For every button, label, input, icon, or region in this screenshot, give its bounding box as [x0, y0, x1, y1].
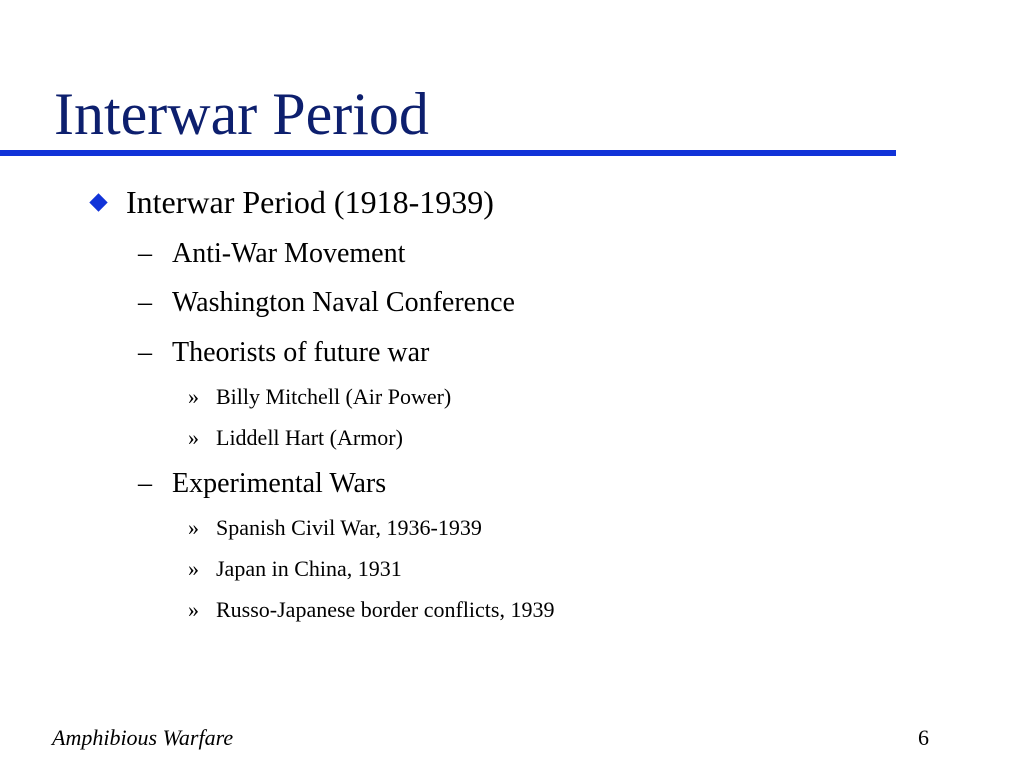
- dash-bullet-marker: –: [138, 337, 152, 368]
- bullet-text: Anti-War Movement: [172, 238, 406, 269]
- chevron-bullet-marker: »: [188, 597, 199, 622]
- chevron-bullet-marker: »: [188, 556, 199, 581]
- title-divider: [0, 150, 896, 156]
- bullet-text: Washington Naval Conference: [172, 287, 515, 318]
- chevron-bullet-marker: »: [188, 425, 199, 450]
- bullet-text: Interwar Period (1918-1939): [126, 184, 494, 220]
- bullet-text: Experimental Wars: [172, 468, 387, 499]
- footer-presentation-title: Amphibious Warfare: [52, 725, 234, 750]
- bullet-text: Spanish Civil War, 1936-1939: [216, 515, 482, 540]
- diamond-bullet-icon: [89, 193, 107, 211]
- bullet-text: Liddell Hart (Armor): [216, 425, 403, 450]
- dash-bullet-marker: –: [138, 468, 152, 499]
- dash-bullet-marker: –: [138, 238, 152, 269]
- bullet-text: Theorists of future war: [172, 337, 430, 368]
- chevron-bullet-marker: »: [188, 515, 199, 540]
- dash-bullet-marker: –: [138, 287, 152, 318]
- bullet-text: Japan in China, 1931: [216, 556, 402, 581]
- slide-title: Interwar Period: [54, 81, 429, 147]
- slide-number: 6: [918, 725, 929, 750]
- bullet-text: Russo-Japanese border conflicts, 1939: [216, 597, 555, 622]
- chevron-bullet-marker: »: [188, 384, 199, 409]
- bullet-text: Billy Mitchell (Air Power): [216, 384, 452, 409]
